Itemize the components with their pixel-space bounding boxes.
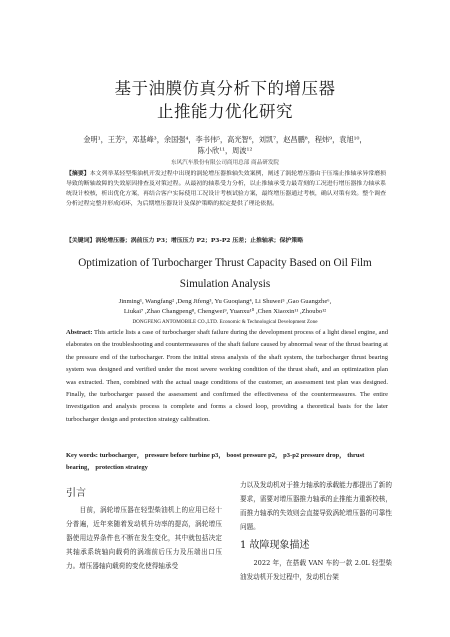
right-column-paragraph: 力以及发动机对于推力轴承的承载能力都提出了新的要求，需要对增压器推力轴承的止推能力重新校核，而推力轴承的失效则会直接导致涡轮增压器的可靠性问题。 [240, 481, 392, 531]
section-heading-introduction: 引言 [66, 488, 86, 499]
english-authors-line2: Liukai⁷ ,Zhao Changpeng⁸, Chengwei⁹, Yuanxu¹⁰ ,Chen Xiaoxin¹¹ ,Zhoubo¹² [123, 308, 327, 315]
chinese-abstract-text: 本文列举某轻型柴油机开发过程中出现的涡轮增压器推轴失效案例，阐述了涡轮增压器由于压端止推轴承异常磨损导致的断轴故障的失效原因排查及对策过程。从最初的轴系受力分析，以止推轴承受力最苛刻的工况进行增压器推力轴承系统设计校核，析出优化方案，再结合客户实际使用工况设计考核试验方案，最终增压器通过考核，确认对策有效。整个调查分析过程完整并形成闭环，为后期增压器设计及保护策略的拟定提供了理论依据。 [66, 171, 387, 207]
english-affiliation: DONGFENG ANTOMOBILE CO.,LTD. Economic & Technological Development Zone [132, 319, 318, 325]
chinese-affiliation: 东风汽车股份有限公司商用总部 商品研发院 [170, 160, 280, 166]
english-abstract-label: Abstract: [66, 329, 93, 336]
chinese-abstract [66, 169, 386, 209]
english-keywords [66, 450, 388, 473]
section-heading-fault-description: 1 故障现象描述 [240, 540, 310, 551]
chinese-keywords-label: 【关键词】 [66, 237, 96, 244]
english-title-line2: Simulation Analysis [179, 278, 271, 290]
english-keywords-label: Key words: [66, 452, 98, 459]
english-keywords-text: turbocharger， pressure before turbine p3， boost pressure p2， p3-p2 pressure drop， thrust bearing， protection strategy [66, 452, 365, 471]
chinese-authors-line2: 陈小欣¹¹，周波¹² [197, 146, 253, 155]
english-title-line1: Optimization of Turbocharger Thrust Capacity Based on Oil Film [78, 257, 372, 269]
chinese-title-line2: 止推能力优化研究 [157, 102, 293, 121]
chinese-abstract-label: 【摘要】 [66, 170, 90, 177]
chinese-authors [70, 134, 380, 156]
introduction-paragraph: 目前，涡轮增压器在轻型柴油机上的应用已经十分普遍，近年来随着发动机升功率的提高，涡轮增压器使用边界条件也不断在发生变化，其中就包括决定其轴承系统轴向载荷的涡端前后压力及压端出口压力。增压器轴向载荷的变化使得轴承受 [66, 506, 222, 570]
chinese-keywords [66, 236, 386, 246]
chinese-title-line1: 基于油膜仿真分析下的增压器 [114, 79, 336, 98]
english-abstract [66, 327, 388, 426]
english-abstract-text: This article lists a case of turbocharger shaft failure during the development process of a light diesel engine, and elaborates on the troubleshooting and countermeasures of the shaft failure caused by abnormal wear of the thrust bearing at the pressure end of the turbocharger. From the initial stress analysis of the shaft system, the turbocharger thrust bearing system was designed and verified under the most severe working condition of the thrust shaft, and an optimization plan was extracted. Then, combined with the actual usage conditions of the customer, an assessment test plan was designed. Finally, the turbocharger passed the assessment and confirmed the effectiveness of the countermeasures. The entire investigation and analysis process is complete and forms a closed loop, providing a theoretical basis for the later turbocharger design and protection strategy calibration. [66, 329, 388, 423]
english-authors [60, 297, 390, 317]
fault-description-paragraph: 2022 年，在搭载 VAN 车的一款 2.0L 轻型柴油发动机开发过程中，发动机台架 [240, 559, 392, 581]
chinese-authors-line1: 金明¹，王芳²，邓基峰³，余国强⁴，李书伟⁵，高光智⁶，刘凯⁷，赵昌鹏⁸，程炜⁹，袁旭¹⁰， [83, 135, 367, 144]
chinese-keywords-text: 涡轮增压器；涡前压力 P3；增压压力 P2；P3-P2 压差；止推轴承；保护策略 [95, 237, 304, 244]
english-authors-line1: Jinming¹, Wangfang² ,Deng Jifeng³, Yu Guoqiang⁴, Li Shuwei⁵ ,Gao Guangzhe⁶, [118, 298, 332, 305]
